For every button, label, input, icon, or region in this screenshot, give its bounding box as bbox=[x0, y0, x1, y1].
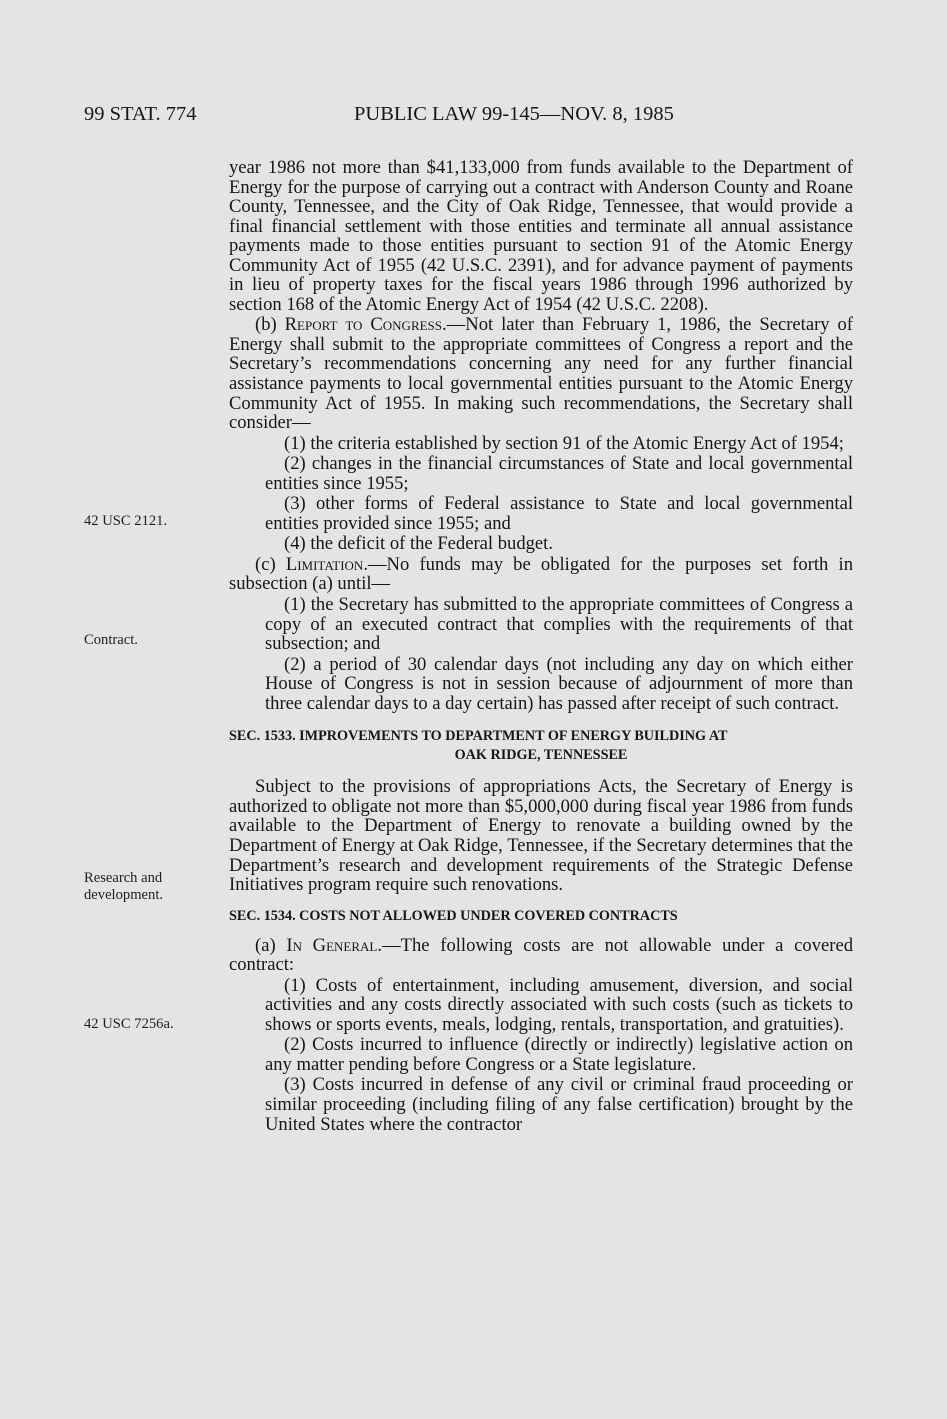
section-1533-heading-line1: SEC. 1533. IMPROVEMENTS TO DEPARTMENT OF ENERGY BUILDING AT bbox=[229, 728, 728, 745]
margin-note-research-development bbox=[84, 870, 163, 903]
section-1534-item-2: (2) Costs incurred to influence (directly or indirectly) legislative action on any matter pending before Congress or a State legislature. bbox=[265, 1034, 853, 1075]
subsection-c-marker: (c) bbox=[255, 553, 276, 575]
subsection-c-heading: Limitation bbox=[285, 553, 364, 575]
margin-note-contract: Contract. bbox=[84, 632, 138, 648]
subsection-c-item-2: (2) a period of 30 calendar days (not including any day on which either House of Congress is not in session because of adjournment of more than three calendar days to a day certain) has passed after receipt of such contract. bbox=[265, 653, 853, 714]
subsection-c-item-1: (1) the Secretary has submitted to the appropriate committees of Congress a copy of an executed contract that complies with the requirements of that subsection; and bbox=[265, 594, 853, 655]
section-1533-text: Subject to the provisions of appropriations Acts, the Secretary of Energy is authorized to obligate not more than $5,000,000 during fiscal year 1986 from funds available to the Department of Energy to renovate a building owned by the Department of Energy at Oak Ridge, Tennessee, if the Secretary determines that the Department’s research and development requirements of the Strategic Defense Initiatives program require such renovations. bbox=[229, 776, 853, 896]
section-1534-heading: SEC. 1534. COSTS NOT ALLOWED UNDER COVERED CONTRACTS bbox=[229, 907, 678, 924]
section-1534-item-3: (3) Costs incurred in defense of any civil or criminal fraud proceeding or similar proceeding (including filing of any false certification) brought by the United States where the contractor bbox=[265, 1074, 853, 1135]
subsection-c bbox=[229, 555, 853, 594]
subsection-b-item-1: (1) the criteria established by section 91 of the Atomic Energy Act of 1954; bbox=[284, 432, 844, 454]
section-1533-heading bbox=[229, 727, 853, 765]
page-body bbox=[229, 158, 853, 1135]
section-1534-subsection-a bbox=[229, 936, 853, 975]
page-header bbox=[84, 103, 874, 133]
section-1534-a-marker: (a) bbox=[255, 934, 276, 956]
subsection-b-item-3: (3) other forms of Federal assistance to State and local governmental entities provided since 1955; and bbox=[265, 493, 853, 534]
margin-note-42-usc-7256a: 42 USC 7256a. bbox=[84, 1016, 174, 1032]
section-1534-item-1: (1) Costs of entertainment, including amusement, diversion, and social activities and any costs directly associated with such costs (such as tickets to shows or sports events, meals, lodging, rentals, transportation, and gratuities). bbox=[265, 974, 853, 1035]
margin-note-research-and: Research and bbox=[84, 870, 163, 886]
section-1533-heading-line2: OAK RIDGE, TENNESSEE bbox=[454, 747, 628, 764]
subsection-b-marker: (b) bbox=[255, 314, 277, 336]
margin-note-42-usc-2121: 42 USC 2121. bbox=[84, 513, 168, 529]
margin-note-development: development. bbox=[84, 886, 164, 903]
subsection-b-item-4: (4) the deficit of the Federal budget. bbox=[284, 533, 553, 555]
opening-paragraph: year 1986 not more than $41,133,000 from funds available to the Department of Energy for the purpose of carrying out a contract with Anderson County and Roane County, Tennessee, and the City of Oak Ridge, Tennessee, that would provide a final financial settlement with those entities and terminate all annual assistance payments made to those entities pursuant to section 91 of the Atomic Energy Community Act of 1955 (42 U.S.C. 2391), and for advance payment of payments in lieu of property taxes for the fiscal years 1986 through 1996 authorized by section 168 of the Atomic Energy Act of 1954 (42 U.S.C. 2208). bbox=[229, 157, 853, 315]
stat-reference: 99 STAT. 774 bbox=[84, 103, 197, 125]
section-1534-a-text: .—The following costs are not allowable under a covered contract: bbox=[229, 934, 853, 976]
subsection-b-text: .—Not later than February 1, 1986, the Secretary of Energy shall submit to the appropriate committees of Congress a report and the Secretary’s recommendations concerning any need for any further financial assistance payments to local governmental entities pursuant to the Atomic Energy Community Act of 1955. In making such recommendations, the Secretary shall consider— bbox=[229, 314, 853, 434]
subsection-c-text: .—No funds may be obligated for the purposes set forth in subsection (a) until— bbox=[229, 553, 853, 595]
law-title: PUBLIC LAW 99-145—NOV. 8, 1985 bbox=[354, 103, 674, 125]
subsection-b bbox=[229, 315, 853, 432]
subsection-b-heading: Report to Congress bbox=[284, 314, 443, 336]
subsection-b-item-2: (2) changes in the financial circumstances of State and local governmental entities since 1955; bbox=[265, 453, 853, 494]
section-1534-a-heading: In General bbox=[286, 934, 378, 956]
